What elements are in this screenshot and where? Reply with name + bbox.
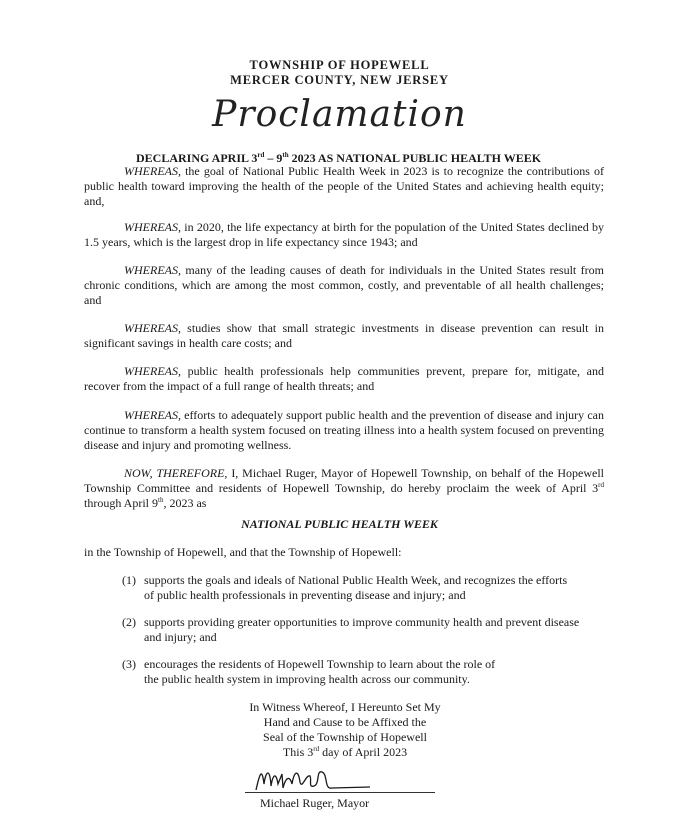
declaring-sup-1: rd <box>257 151 265 159</box>
whereas-paragraph-1 <box>84 164 604 209</box>
item-line: supports providing greater opportunities to improve community health and prevent disease <box>144 615 580 629</box>
whereas-text: public health professionals help communities prevent, prepare for, mitigate, and recover from the impact of a full range of health threats; and <box>84 364 604 393</box>
item-line: supports the goals and ideals of National Public Health Week, and recognizes the efforts <box>144 573 568 587</box>
whereas-text: many of the leading causes of death for individuals in the United States result from chronic conditions, which are among the most common, costly, and preventable of all health challenges; and <box>84 263 604 307</box>
whereas-text: in 2020, the life expectancy at birth for the population of the United States declined by 1.5 years, which is the largest drop in life expectancy since 1943; and <box>84 220 604 249</box>
item-line: and injury; and <box>144 630 217 644</box>
signer-name: Michael Ruger, Mayor <box>260 796 370 810</box>
whereas-lead: WHEREAS, <box>124 408 181 422</box>
witness-line: In Witness Whereof, I Hereunto Set My <box>249 700 441 714</box>
item-line: encourages the residents of Hopewell Township to learn about the role of <box>144 657 496 671</box>
declaring-sup-2: th <box>282 151 289 159</box>
mayor-signature <box>252 762 372 796</box>
whereas-lead: WHEREAS, <box>124 364 181 378</box>
whereas-paragraph-2 <box>84 220 604 250</box>
now-therefore-sup-1: rd <box>598 481 604 489</box>
witness-line: Seal of the Township of Hopewell <box>263 730 427 744</box>
witness-date-line <box>230 745 460 760</box>
township-heading: TOWNSHIP OF HOPEWELL <box>249 58 430 72</box>
witness-line: Hand and Cause to be Affixed the <box>263 715 427 729</box>
witness-date-part: This 3 <box>282 745 314 759</box>
witness-date-sup: rd <box>313 745 320 753</box>
whereas-paragraph-4 <box>84 321 604 351</box>
declaring-part-1: DECLARING APRIL 3 <box>136 151 258 165</box>
whereas-text: efforts to adequately support public health and the prevention of disease and injury can continue to transform a health system focused on treating illness into a health system focused on preventing disease and injury and promoting wellness. <box>84 408 604 452</box>
item-number: (1) <box>122 573 136 587</box>
now-therefore-sup-2: th <box>158 496 164 504</box>
witness-date-part: day of April 2023 <box>319 745 408 759</box>
now-therefore-lead: NOW, THEREFORE, <box>124 466 228 480</box>
item-number: (2) <box>122 615 136 629</box>
whereas-text: the goal of National Public Health Week in 2023 is to recognize the contributions of public health toward improving the health of the people of the United States and achieving health equity; and, <box>84 164 604 208</box>
now-therefore-text-1: I, Michael Ruger, Mayor of Hopewell Township, on behalf of the Hopewell Township Committee and residents of Hopewell Township, do hereby proclaim the week of April 3 <box>84 466 604 495</box>
county-heading: MERCER COUNTY, NEW JERSEY <box>230 73 449 87</box>
item-number: (3) <box>122 657 136 671</box>
now-therefore-text-3: , 2023 as <box>163 496 207 510</box>
whereas-lead: WHEREAS, <box>124 164 181 178</box>
declaring-part-3: 2023 AS NATIONAL PUBLIC HEALTH WEEK <box>288 151 542 165</box>
proclamation-title: Proclamation <box>212 94 467 135</box>
now-therefore-text-2: through April 9 <box>84 496 158 510</box>
intro-line: in the Township of Hopewell, and that the Township of Hopewell: <box>84 545 402 559</box>
whereas-lead: WHEREAS, <box>124 263 181 277</box>
whereas-paragraph-3 <box>84 263 604 308</box>
witness-block <box>230 700 460 760</box>
now-therefore-paragraph <box>84 466 604 511</box>
whereas-lead: WHEREAS, <box>124 321 181 335</box>
whereas-lead: WHEREAS, <box>124 220 181 234</box>
resolution-item-3 <box>122 657 602 687</box>
item-line: of public health professionals in preventing disease and injury; and <box>144 588 466 602</box>
resolution-item-2 <box>122 615 602 645</box>
item-line: the public health system in improving health across our community. <box>144 672 470 686</box>
whereas-text: studies show that small strategic investments in disease prevention can result in significant savings in health care costs; and <box>84 321 604 350</box>
declaring-part-2: – 9 <box>264 151 283 165</box>
national-public-health-week-heading: NATIONAL PUBLIC HEALTH WEEK <box>241 517 438 531</box>
whereas-paragraph-5 <box>84 364 604 394</box>
signature-line <box>245 792 435 793</box>
whereas-paragraph-6 <box>84 408 604 453</box>
resolution-item-1 <box>122 573 602 603</box>
